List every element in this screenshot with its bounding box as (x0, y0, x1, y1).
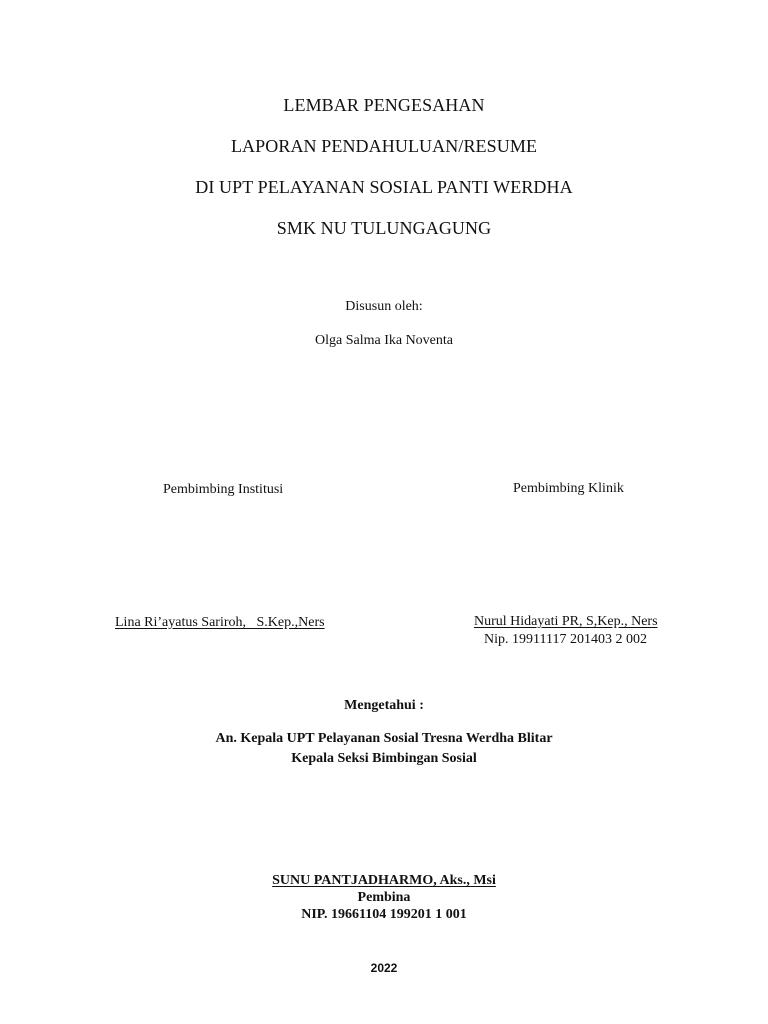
acknowledged-label: Mengetahui : (344, 698, 424, 713)
approver-position-1: An. Kepala UPT Pelayanan Sosial Tresna Werdha Blitar (215, 731, 553, 746)
clinic-advisor-nip: Nip. 19911117 201403 2 002 (484, 632, 647, 647)
clinic-advisor-name: Nurul Hidayati PR, S,Kep., Ners (474, 614, 658, 629)
title-line-4: SMK NU TULUNGAGUNG (276, 218, 492, 238)
author-name: Olga Salma Ika Noventa (314, 333, 453, 348)
approver-position-2: Kepala Seksi Bimbingan Sosial (291, 751, 477, 766)
approver-nip: NIP. 19661104 199201 1 001 (301, 907, 467, 922)
document-year: 2022 (370, 961, 398, 975)
institution-advisor-name: Lina Ri’ayatus Sariroh, S.Kep.,Ners (115, 615, 325, 630)
title-line-3: DI UPT PELAYANAN SOSIAL PANTI WERDHA (195, 177, 573, 197)
title-line-1: LEMBAR PENGESAHAN (283, 95, 485, 115)
approver-rank: Pembina (357, 890, 411, 905)
clinic-advisor-label: Pembimbing Klinik (513, 481, 624, 496)
author-label: Disusun oleh: (345, 299, 423, 314)
institution-advisor-label: Pembimbing Institusi (163, 482, 284, 497)
title-line-2: LAPORAN PENDAHULUAN/RESUME (230, 136, 538, 156)
approver-name: SUNU PANTJADHARMO, Aks., Msi (272, 873, 496, 888)
